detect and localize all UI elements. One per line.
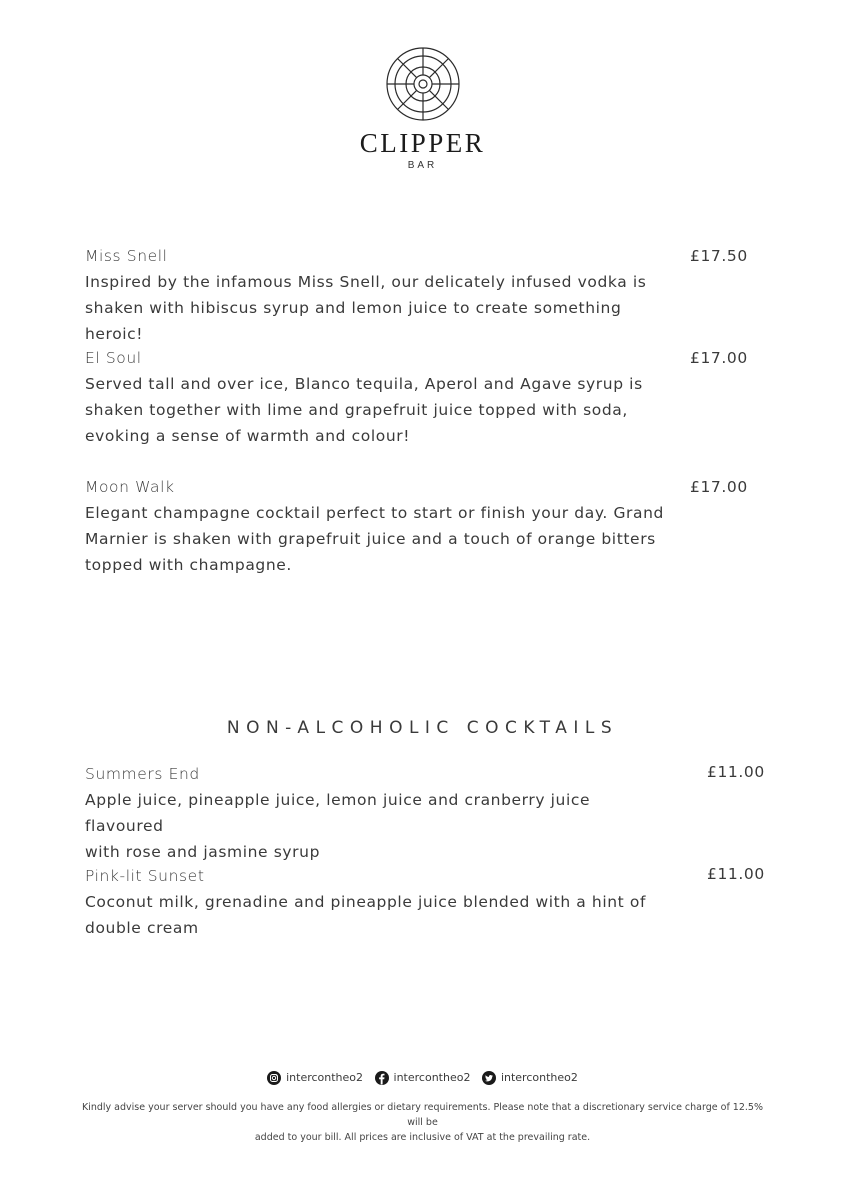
item-name: Pink-lit Sunset bbox=[85, 867, 205, 885]
item-description-line: double cream bbox=[85, 919, 199, 937]
ship-wheel-icon bbox=[385, 46, 461, 122]
menu-item-el-soul bbox=[85, 345, 665, 449]
item-description-line: with rose and jasmine syrup bbox=[85, 843, 321, 861]
menu-item-pink-lit-sunset bbox=[85, 863, 665, 941]
menu-item-summers-end bbox=[85, 761, 665, 865]
brand-name: CLIPPER bbox=[359, 128, 486, 158]
social-handle: intercontheo2 bbox=[393, 1071, 471, 1084]
item-price: £11.00 bbox=[707, 763, 765, 781]
menu-item-moon-walk bbox=[85, 474, 665, 578]
item-description-line: Coconut milk, grenadine and pineapple juice blended with a hint of bbox=[85, 893, 647, 911]
menu-item-miss-snell bbox=[85, 243, 665, 347]
item-description-line: Served tall and over ice, Blanco tequila, Aperol and Agave syrup is bbox=[85, 375, 643, 393]
social-instagram[interactable] bbox=[267, 1070, 363, 1086]
item-name: Moon Walk bbox=[85, 478, 175, 496]
section-title-non-alcoholic: NON-ALCOHOLIC COCKTAILS bbox=[226, 718, 619, 738]
footer-notice bbox=[80, 1100, 765, 1145]
footer-line: added to your bill. All prices are inclusive of VAT at the prevailing rate. bbox=[254, 1132, 591, 1143]
item-price: £11.00 bbox=[707, 865, 765, 883]
item-name: Summers End bbox=[85, 765, 200, 783]
brand-logo bbox=[0, 46, 845, 172]
item-description-line: shaken with hibiscus syrup and lemon juice to create something heroic! bbox=[85, 299, 622, 343]
social-twitter[interactable] bbox=[482, 1070, 578, 1086]
item-price: £17.50 bbox=[690, 247, 748, 265]
item-name: El Soul bbox=[85, 349, 142, 367]
item-description-line: topped with champagne. bbox=[85, 556, 292, 574]
item-price: £17.00 bbox=[690, 478, 748, 496]
item-description-line: Elegant champagne cocktail perfect to start or finish your day. Grand bbox=[85, 504, 664, 522]
social-handle: intercontheo2 bbox=[500, 1071, 578, 1084]
social-handle: intercontheo2 bbox=[286, 1071, 364, 1084]
instagram-icon bbox=[267, 1071, 281, 1085]
item-description-line: Apple juice, pineapple juice, lemon juice and cranberry juice flavoured bbox=[85, 791, 591, 835]
social-facebook[interactable] bbox=[375, 1070, 471, 1086]
item-description-line: shaken together with lime and grapefruit juice topped with soda, bbox=[85, 401, 628, 419]
facebook-icon bbox=[375, 1071, 389, 1085]
item-name: Miss Snell bbox=[85, 247, 168, 265]
item-description-line: evoking a sense of warmth and colour! bbox=[85, 427, 411, 445]
item-description-line: Inspired by the infamous Miss Snell, our delicately infused vodka is bbox=[85, 273, 647, 291]
item-description-line: Marnier is shaken with grapefruit juice and a touch of orange bitters bbox=[85, 530, 656, 548]
item-price: £17.00 bbox=[690, 349, 748, 367]
social-links bbox=[0, 1070, 845, 1090]
brand-subtitle: BAR bbox=[407, 160, 438, 171]
footer-line: Kindly advise your server should you have any food allergies or dietary requirements. Please note that a discretionary service charge of 12.5% will be bbox=[81, 1102, 763, 1128]
twitter-icon bbox=[482, 1071, 496, 1085]
